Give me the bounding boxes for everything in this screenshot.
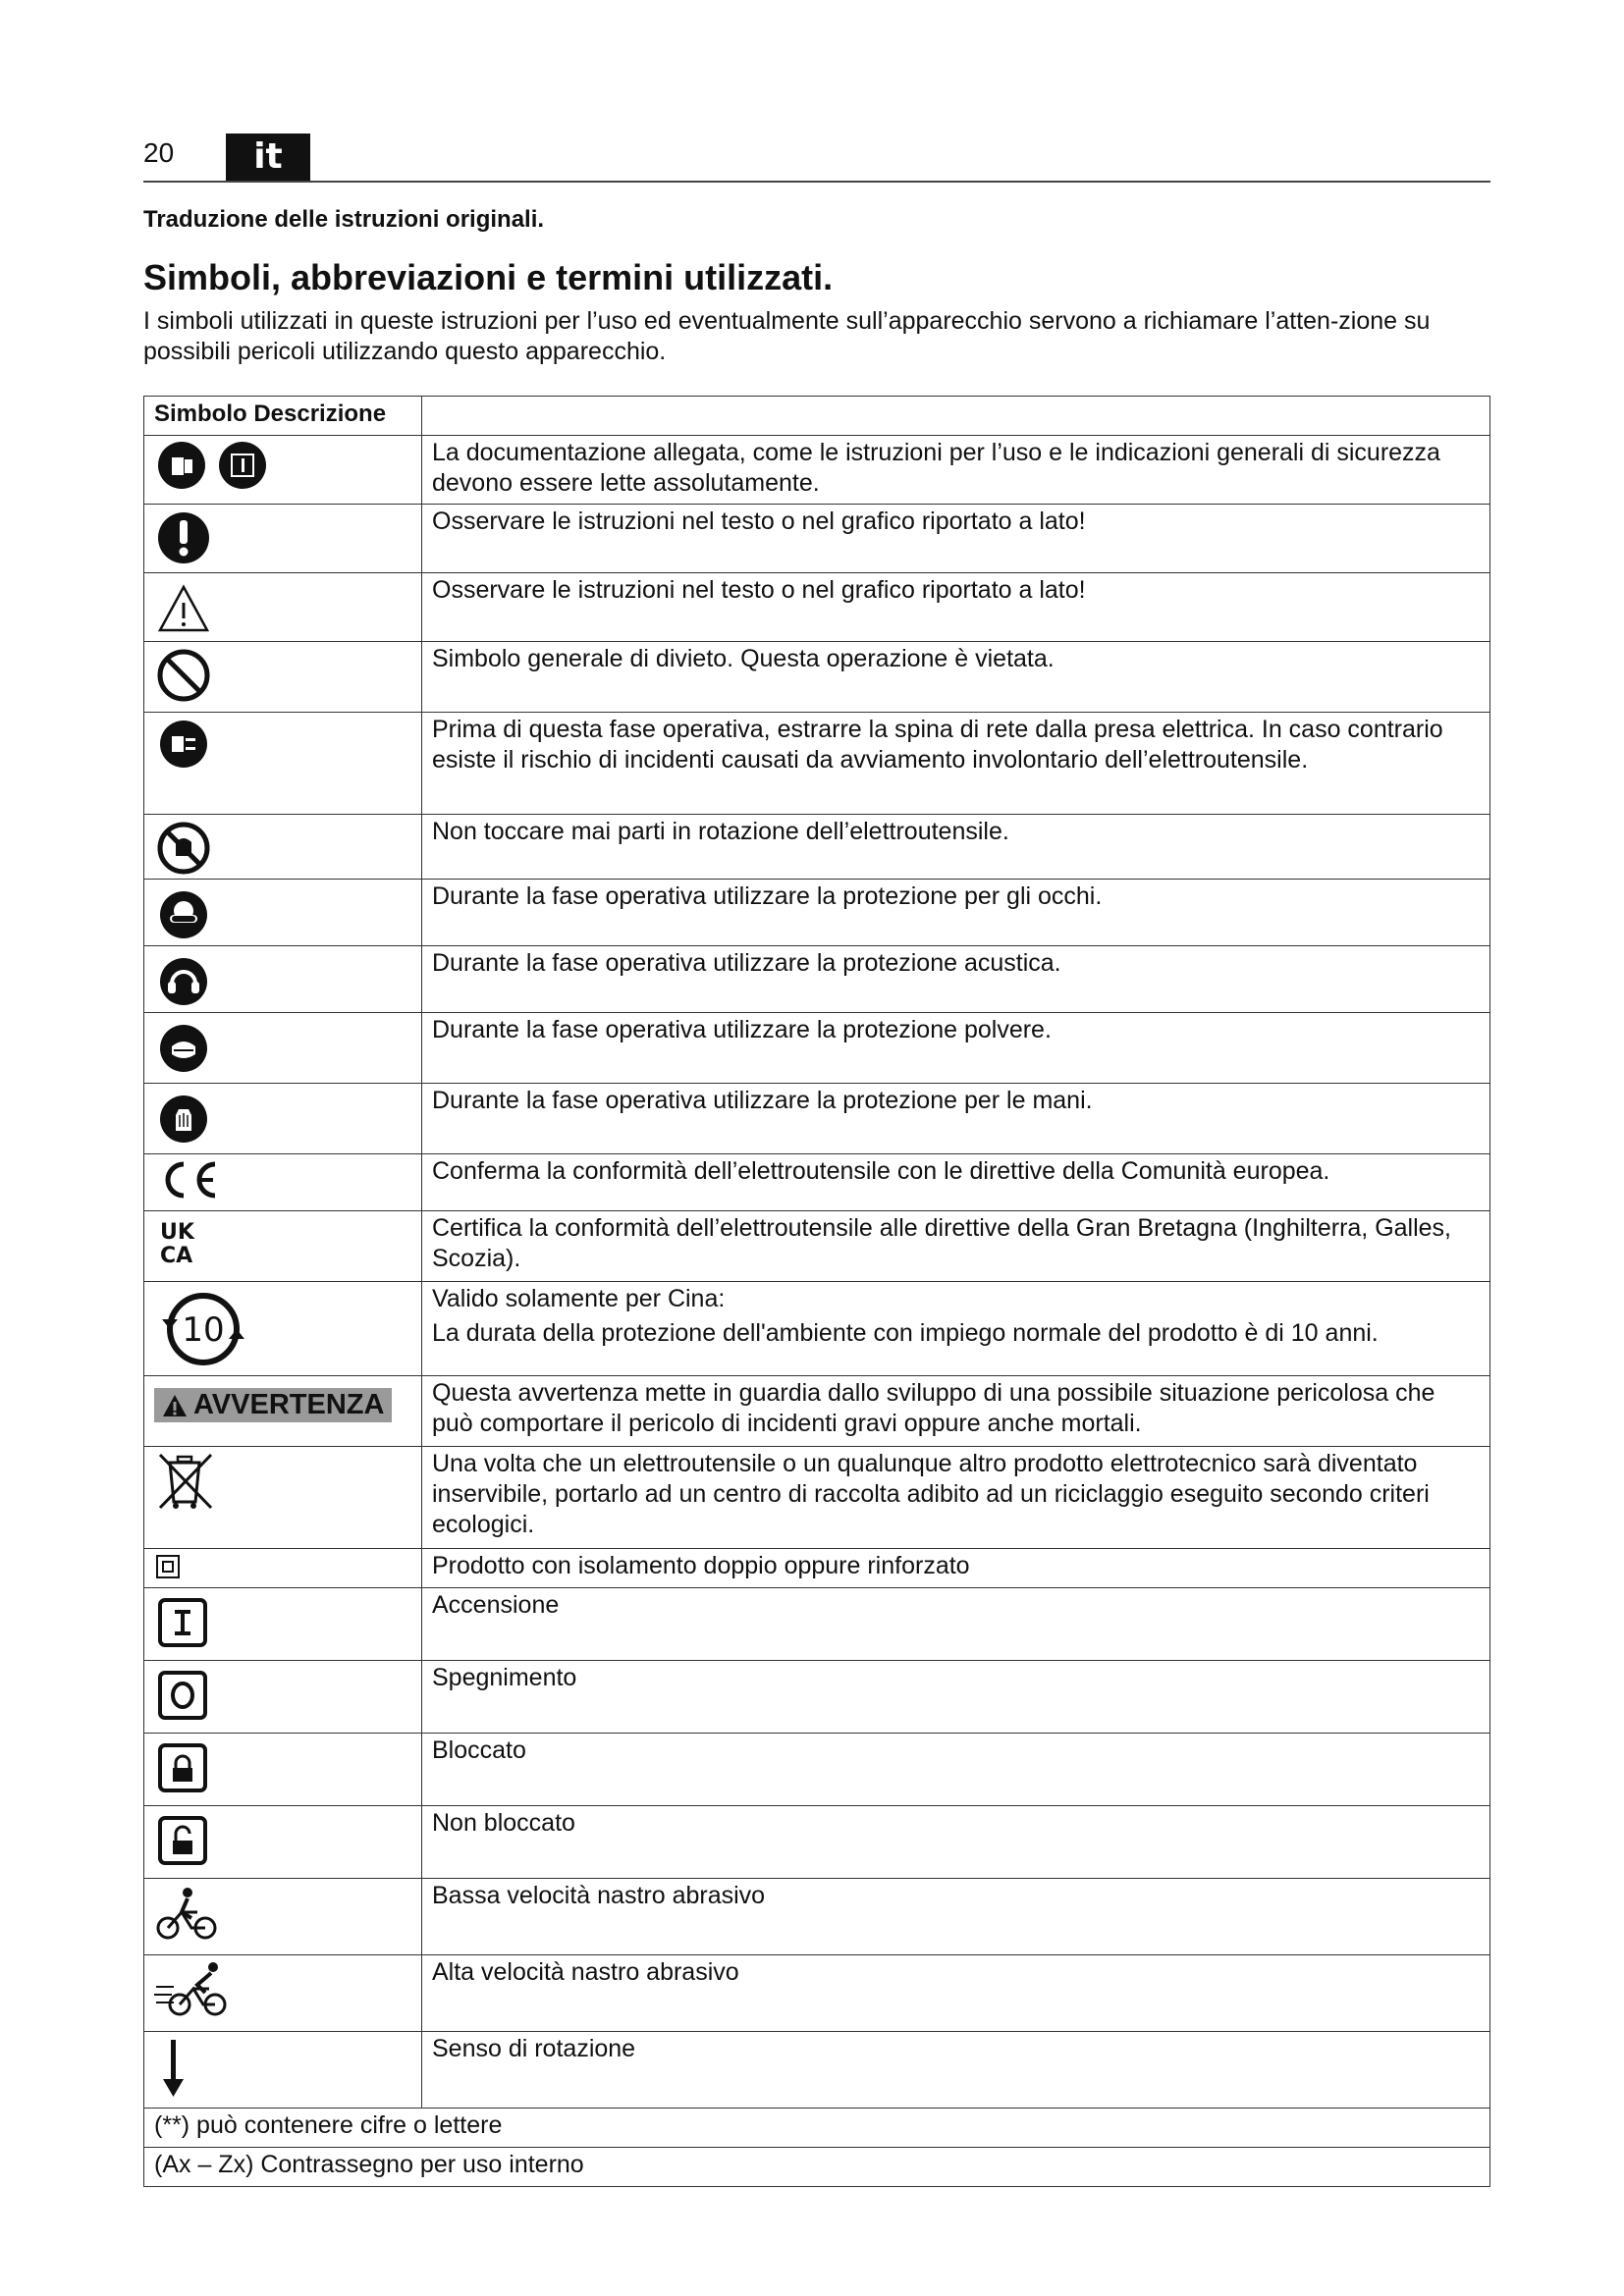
header-rule xyxy=(143,181,1490,183)
header-description: Descrizione xyxy=(253,400,387,427)
table-row xyxy=(144,436,1490,505)
table-row xyxy=(144,713,1490,815)
double-insulation-icon xyxy=(154,1551,411,1580)
table-row xyxy=(144,1376,1490,1447)
table-row xyxy=(144,1282,1490,1376)
row-description: Bassa velocità nastro abrasivo xyxy=(422,1879,1490,1955)
table-row xyxy=(144,1013,1490,1084)
table-row xyxy=(144,1588,1490,1661)
row-description: Simbolo generale di divieto. Questa operazione è vietata. xyxy=(422,642,1490,713)
row-description: Prodotto con isolamento doppio oppure rinforzato xyxy=(422,1549,1490,1588)
language-tab: it xyxy=(226,133,310,181)
table-row xyxy=(144,880,1490,946)
table-row xyxy=(144,946,1490,1013)
intro-paragraph: I simboli utilizzati in queste istruzioni per l’uso ed eventualmente sull’apparecchio servono a richiamare l’atten-zione su possibili pericoli utilizzando questo apparecchio. xyxy=(143,307,1431,365)
china-10-years-icon xyxy=(154,1284,411,1368)
warning-triangle-icon xyxy=(154,575,411,634)
dust-mask-icon xyxy=(154,1015,411,1074)
svg-text:CA: CA xyxy=(160,1244,193,1268)
svg-text:UK: UK xyxy=(160,1220,194,1245)
table-row xyxy=(144,1955,1490,2032)
header-cell xyxy=(144,397,422,436)
table-row xyxy=(144,642,1490,713)
warning-label-icon xyxy=(154,1388,392,1422)
table-row xyxy=(144,815,1490,880)
warning-label-text: AVVERTENZA xyxy=(193,1389,385,1420)
row-description: Valido solamente per Cina: xyxy=(432,1285,726,1312)
mandatory-exclamation-icon xyxy=(154,507,411,565)
row-description: Bloccato xyxy=(422,1734,1490,1806)
svg-text:10: 10 xyxy=(182,1310,225,1350)
page-number: 20 xyxy=(143,137,175,168)
footnote: (**) può contenere cifre o lettere xyxy=(144,2109,1490,2148)
row-description: Alta velocità nastro abrasivo xyxy=(422,1955,1490,2032)
row-description: Durante la fase operativa utilizzare la protezione acustica. xyxy=(422,946,1490,1013)
table-row xyxy=(144,2032,1490,2109)
weee-bin-icon xyxy=(154,1449,411,1514)
footnote: (Ax – Zx) Contrassegno per uso interno xyxy=(144,2148,1490,2187)
row-description: Non bloccato xyxy=(422,1806,1490,1879)
prohibition-icon xyxy=(154,644,411,703)
row-description: Durante la fase operativa utilizzare la protezione per le mani. xyxy=(422,1084,1490,1154)
ce-mark-icon xyxy=(154,1156,411,1201)
row-description: Osservare le istruzioni nel testo o nel grafico riportato a lato! xyxy=(422,505,1490,573)
table-row xyxy=(144,1084,1490,1154)
row-description: Durante la fase operativa utilizzare la protezione polvere. xyxy=(422,1013,1490,1084)
header-symbol: Simbolo xyxy=(154,400,247,427)
row-description: Questa avvertenza mette in guardia dallo sviluppo di una possibile situazione pericolosa che può comportare il pericolo di incidenti gravi oppure anche mortali. xyxy=(422,1376,1490,1447)
table-row xyxy=(144,1661,1490,1734)
switch-off-icon xyxy=(154,1663,411,1724)
locked-icon xyxy=(154,1735,411,1796)
row-description: Senso di rotazione xyxy=(422,2032,1490,2109)
table-row xyxy=(144,1447,1490,1549)
unplug-icon xyxy=(154,715,411,774)
table-row xyxy=(144,1879,1490,1955)
read-manual-icons xyxy=(154,438,411,493)
row-description: Prima di questa fase operativa, estrarre la spina di rete dalla presa elettrica. In caso contrario esiste il rischio di incidenti causati da avviamento involontario dell’elettroutensile. xyxy=(422,713,1490,815)
fast-speed-icon xyxy=(154,1957,411,2020)
rotation-direction-icon xyxy=(154,2034,411,2101)
table-row xyxy=(144,505,1490,573)
table-row xyxy=(144,1549,1490,1588)
row-description: Accensione xyxy=(422,1588,1490,1661)
symbols-table xyxy=(143,396,1490,2187)
table-row xyxy=(144,1806,1490,1879)
row-description: Certifica la conformità dell’elettroutensile alle direttive della Gran Bretagna (Inghilterra, Galles, Scozia). xyxy=(422,1211,1490,1282)
row-description-2: La durata della protezione dell'ambiente con impiego normale del prodotto è di 10 anni. xyxy=(432,1319,1379,1347)
translation-note: Traduzione delle istruzioni originali. xyxy=(143,206,545,233)
row-description: Una volta che un elettroutensile o un qualunque altro prodotto elettrotecnico sarà diventato inservibile, portarlo ad un centro di raccolta adibito ad un riciclaggio eseguito secondo criteri ecologici. xyxy=(422,1447,1490,1549)
slow-speed-icon xyxy=(154,1881,411,1944)
table-header-row xyxy=(144,397,1490,436)
row-description: Osservare le istruzioni nel testo o nel grafico riportato a lato! xyxy=(422,573,1490,642)
table-row xyxy=(144,1211,1490,1282)
unlocked-icon xyxy=(154,1808,411,1869)
row-description: Non toccare mai parti in rotazione dell’elettroutensile. xyxy=(422,815,1490,880)
table-row xyxy=(144,1154,1490,1211)
row-description: Spegnimento xyxy=(422,1661,1490,1734)
footnote-row xyxy=(144,2148,1490,2187)
ukca-mark-icon xyxy=(154,1213,411,1270)
gloves-icon xyxy=(154,1086,411,1145)
eye-protection-icon xyxy=(154,881,411,940)
row-description: Durante la fase operativa utilizzare la protezione per gli occhi. xyxy=(422,880,1490,946)
do-not-touch-icon xyxy=(154,817,411,876)
section-title: Simboli, abbreviazioni e termini utilizzati. xyxy=(143,257,834,297)
ear-protection-icon xyxy=(154,948,411,1007)
table-row xyxy=(144,1734,1490,1806)
footnote-row xyxy=(144,2109,1490,2148)
switch-on-icon xyxy=(154,1590,411,1651)
table-row xyxy=(144,573,1490,642)
row-description: Conferma la conformità dell’elettroutensile con le direttive della Comunità europea. xyxy=(422,1154,1490,1211)
row-description: La documentazione allegata, come le istruzioni per l’uso e le indicazioni generali di sicurezza devono essere lette assolutamente. xyxy=(422,436,1490,505)
